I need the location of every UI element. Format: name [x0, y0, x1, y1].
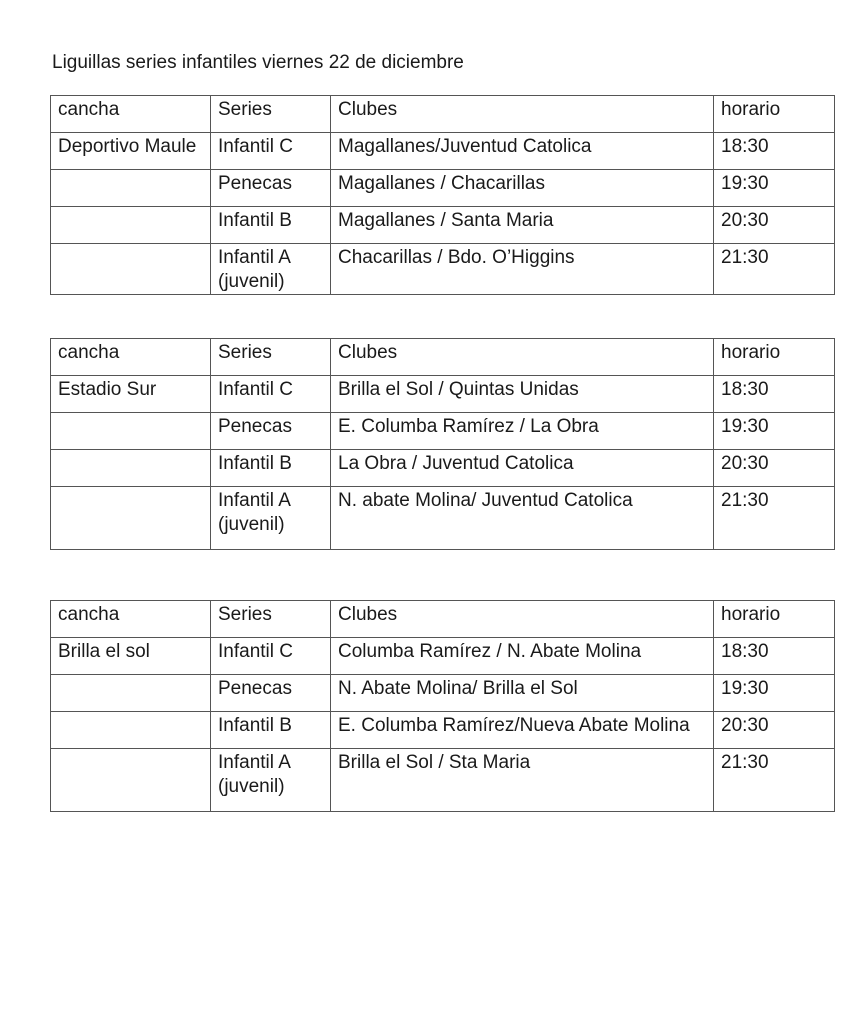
series-cell	[211, 749, 331, 812]
table-row	[51, 638, 835, 675]
table-row	[51, 749, 835, 812]
horario-cell: 20:30	[714, 207, 835, 244]
header-series: Series	[211, 339, 331, 376]
table-row	[51, 244, 835, 295]
series-cell: Infantil B	[211, 207, 331, 244]
clubes-cell: N. abate Molina/ Juventud Catolica	[331, 487, 714, 550]
table-row	[51, 450, 835, 487]
schedule-table-1	[50, 95, 835, 295]
series-cell: Penecas	[211, 675, 331, 712]
series-cell	[211, 487, 331, 550]
table-row	[51, 133, 835, 170]
header-clubes: Clubes	[331, 339, 714, 376]
horario-cell: 18:30	[714, 133, 835, 170]
clubes-cell: Columba Ramírez / N. Abate Molina	[331, 638, 714, 675]
clubes-cell: E. Columba Ramírez/Nueva Abate Molina	[331, 712, 714, 749]
clubes-cell: Brilla el Sol / Sta Maria	[331, 749, 714, 812]
series-cell: Infantil C	[211, 376, 331, 413]
table-header-row	[51, 339, 835, 376]
horario-cell: 18:30	[714, 376, 835, 413]
header-clubes: Clubes	[331, 96, 714, 133]
table-row	[51, 487, 835, 550]
clubes-cell: Chacarillas / Bdo. O’Higgins	[331, 244, 714, 295]
cancha-cell-empty	[51, 244, 211, 295]
horario-cell: 21:30	[714, 244, 835, 295]
table-row	[51, 170, 835, 207]
cancha-cell-empty	[51, 450, 211, 487]
series-cell: Infantil B	[211, 712, 331, 749]
table-row	[51, 413, 835, 450]
cancha-cell-empty	[51, 749, 211, 812]
schedule-table-2	[50, 338, 835, 550]
header-cancha: cancha	[51, 339, 211, 376]
header-horario: horario	[714, 601, 835, 638]
horario-cell: 21:30	[714, 487, 835, 550]
cancha-cell-empty	[51, 675, 211, 712]
cancha-cell: Deportivo Maule	[51, 133, 211, 170]
header-cancha: cancha	[51, 96, 211, 133]
series-cell	[211, 244, 331, 295]
series-cell: Penecas	[211, 170, 331, 207]
header-clubes: Clubes	[331, 601, 714, 638]
series-line-2: (juvenil)	[218, 271, 285, 292]
horario-cell: 18:30	[714, 638, 835, 675]
table-row	[51, 376, 835, 413]
schedule-table-3	[50, 600, 835, 812]
horario-cell: 19:30	[714, 413, 835, 450]
clubes-cell: La Obra / Juventud Catolica	[331, 450, 714, 487]
cancha-cell: Brilla el sol	[51, 638, 211, 675]
series-line-2: (juvenil)	[218, 776, 285, 797]
series-line-1: Infantil A	[218, 752, 291, 773]
series-line-1: Infantil A	[218, 490, 291, 511]
document-title: Liguillas series infantiles viernes 22 de diciembre	[52, 52, 464, 73]
table-row	[51, 712, 835, 749]
series-line-2: (juvenil)	[218, 514, 285, 535]
series-cell: Infantil C	[211, 133, 331, 170]
header-horario: horario	[714, 339, 835, 376]
clubes-cell: Brilla el Sol / Quintas Unidas	[331, 376, 714, 413]
horario-cell: 20:30	[714, 450, 835, 487]
table-header-row	[51, 601, 835, 638]
cancha-cell-empty	[51, 487, 211, 550]
header-horario: horario	[714, 96, 835, 133]
series-cell: Penecas	[211, 413, 331, 450]
clubes-cell: Magallanes / Santa Maria	[331, 207, 714, 244]
clubes-cell: N. Abate Molina/ Brilla el Sol	[331, 675, 714, 712]
header-series: Series	[211, 601, 331, 638]
header-series: Series	[211, 96, 331, 133]
horario-cell: 19:30	[714, 675, 835, 712]
cancha-cell-empty	[51, 207, 211, 244]
series-line-1: Infantil A	[218, 247, 291, 268]
table-header-row	[51, 96, 835, 133]
cancha-cell-empty	[51, 170, 211, 207]
horario-cell: 21:30	[714, 749, 835, 812]
cancha-cell: Estadio Sur	[51, 376, 211, 413]
table-row	[51, 675, 835, 712]
clubes-cell: E. Columba Ramírez / La Obra	[331, 413, 714, 450]
header-cancha: cancha	[51, 601, 211, 638]
horario-cell: 19:30	[714, 170, 835, 207]
horario-cell: 20:30	[714, 712, 835, 749]
clubes-cell: Magallanes/Juventud Catolica	[331, 133, 714, 170]
cancha-cell-empty	[51, 712, 211, 749]
series-cell: Infantil B	[211, 450, 331, 487]
series-cell: Infantil C	[211, 638, 331, 675]
table-row	[51, 207, 835, 244]
clubes-cell: Magallanes / Chacarillas	[331, 170, 714, 207]
cancha-cell-empty	[51, 413, 211, 450]
